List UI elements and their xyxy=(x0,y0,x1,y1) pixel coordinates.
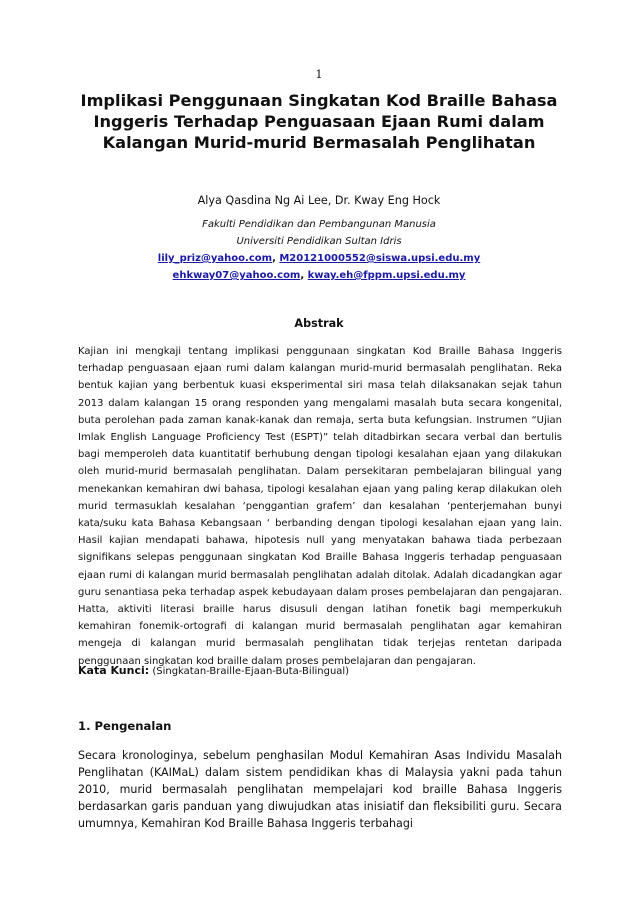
email-line-2 xyxy=(0,267,638,284)
email-link-1[interactable]: lily_priz@yahoo.com xyxy=(157,253,273,264)
email-link-3[interactable]: ehkway07@yahoo.com xyxy=(172,270,301,281)
abstract-heading: Abstrak xyxy=(294,317,344,330)
email-link-4[interactable]: kway.eh@fppm.upsi.edu.my xyxy=(307,270,466,281)
page-number: 1 xyxy=(315,68,323,81)
keywords-value: (Singkatan-Braille-Ejaan-Buta-Bilingual) xyxy=(152,666,350,677)
keywords xyxy=(78,664,562,677)
email-line-1 xyxy=(0,250,638,267)
affiliation-faculty: Fakulti Pendidikan dan Pembangunan Manusia xyxy=(202,219,436,230)
email-separator: , xyxy=(272,253,276,264)
email-link-2[interactable]: M20121000552@siswa.upsi.edu.my xyxy=(279,253,481,264)
section-text: Secara kronologinya, sebelum penghasilan Modul Kemahiran Asas Individu Masalah Penglihatan (KAIMaL) dalam sistem pendidikan khas di Malaysia yakni pada tahun 2010, murid bermasalah penglihatan mempelajari kod braille Bahasa Inggeris berdasarkan garis panduan yang diwujudkan atas inisiatif dan fleksibiliti guru. Secara umumnya, Kemahiran Kod Braille Bahasa Inggeris terbahagi xyxy=(78,749,562,831)
section-heading: 1. Pengenalan xyxy=(78,719,172,733)
authors: Alya Qasdina Ng Ai Lee, Dr. Kway Eng Hock xyxy=(197,194,441,207)
email-separator: , xyxy=(300,270,305,281)
paper-title: Implikasi Penggunaan Singkatan Kod Braille Bahasa Inggeris Terhadap Penguasaan Ejaan Rumi dalam Kalangan Murid-murid Bermasalah Penglihatan xyxy=(80,91,558,152)
abstract-text: Kajian ini mengkaji tentang implikasi penggunaan singkatan Kod Braille Bahasa Inggeris terhadap penguasaan ejaan rumi dalam kalangan murid-murid bermasalah penglihatan. Reka bentuk kajian yang berbentuk kuasi eksperimental siri masa telah dilaksanakan sejak tahun 2013 dalam kalangan 15 orang responden yang mengalami masalah buta secara kongenital, buta perolehan pada zaman kanak-kanak dan remaja, serta buta kefungsian. Instrumen “Ujian Imlak English Language Proficiency Test (ESPT)” telah ditadbirkan secara verbal dan bertulis bagi memperoleh data kuantitatif berhubung dengan tipologi kesalahan ejaan yang dilakukan oleh murid-murid bermasalah penglihatan. Dalam persekitaran pembelajaran bilingual yang menekankan kemahiran dwi bahasa, tipologi kesalahan ejaan yang paling kerap dilakukan oleh murid termasuklah kesalahan ‘penggantian grafem’ dan kesalahan ‘penterjemahan bunyi kata/suku kata Bahasa Kebangsaan ‘ berbanding dengan tipologi kesalahan ejaan yang lain. Hasil kajian mendapati bahawa, hipotesis null yang menyatakan bahawa tiada perbezaan signifikans selepas penggunaan singkatan Kod Braille Bahasa Inggeris terhadap penguasaan ejaan rumi di kalangan murid bermasalah penglihatan adalah ditolak. Adalah dicadangkan agar guru senantiasa peka terhadap aspek kebudayaan dalam proses pembelajaran dan pengajaran. Hatta, aktiviti literasi braille harus disusuli dengan latihan fonetik bagi memperkukuh kemahiran fonemik-ortografi di kalangan murid bermasalah penglihatan agar kemahiran mengeja di kalangan murid bermasalah penglihatan tidak terjejas rentetan daripada penggunaan singkatan kod braille dalam proses pembelajaran dan pengajaran. xyxy=(78,346,562,667)
keywords-label: Kata Kunci: xyxy=(78,664,150,677)
affiliation-university: Universiti Pendidikan Sultan Idris xyxy=(236,236,402,247)
